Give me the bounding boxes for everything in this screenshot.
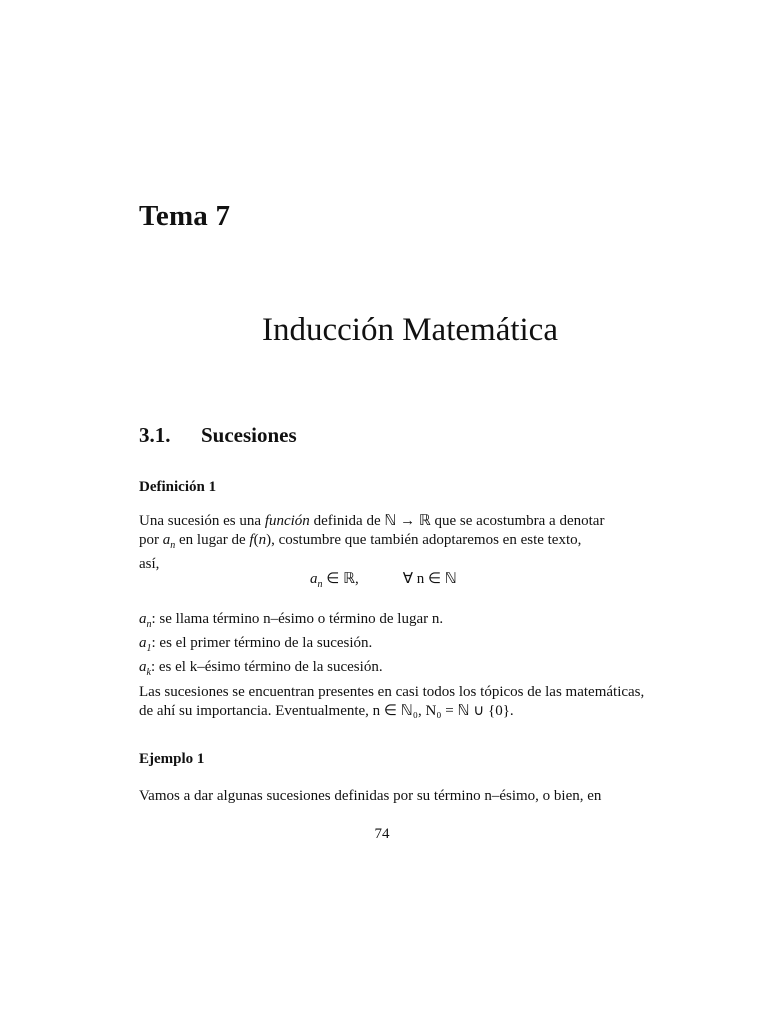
page-number: 74 bbox=[374, 826, 390, 842]
math-an: $a_n$ bbox=[162, 532, 176, 551]
emphasis-funcion: función bbox=[264, 513, 310, 529]
definition-heading: Definición 1 bbox=[139, 479, 217, 495]
text-run: definida de ℕ → ℝ que se acostumbra a denotar bbox=[309, 513, 605, 529]
section-number: 3.1. bbox=[139, 423, 171, 447]
importance-line-1: Las sucesiones se encuentran presentes en casi todos los tópicos de las matemáticas, bbox=[139, 684, 645, 700]
term-an: $a_n$: se llama término n–ésimo o término de lugar n. bbox=[139, 611, 444, 630]
math-an: $a_n$ bbox=[310, 571, 323, 590]
importance-line-2: de ahí su importancia. Eventualmente, n ∈ ℕ₀, N₀ = ℕ ∪ {0}. bbox=[139, 703, 514, 719]
display-right: ∀ n ∈ ℕ bbox=[402, 571, 457, 587]
math-fn: f bbox=[249, 532, 254, 548]
importance-paragraph bbox=[139, 683, 645, 721]
chapter-label: Tema 7 bbox=[139, 200, 231, 232]
section-heading bbox=[139, 423, 297, 448]
term-a1: $a_1$: es el primer término de la sucesión. bbox=[139, 635, 373, 654]
display-equation bbox=[310, 569, 457, 590]
term-ak: $a_k$: es el k–ésimo término de la sucesión. bbox=[139, 659, 383, 678]
definition-line-3: así, bbox=[139, 556, 160, 572]
text-run: por bbox=[139, 532, 163, 548]
example-heading: Ejemplo 1 bbox=[139, 751, 205, 767]
text-run: Una sucesión es una bbox=[139, 513, 265, 529]
example-line-1: Vamos a dar algunas sucesiones definidas por su término n–ésimo, o bien, en bbox=[139, 788, 602, 804]
chapter-title: Inducción Matemática bbox=[262, 312, 558, 348]
definition-paragraph bbox=[139, 512, 639, 574]
definition-line-2: por $a_n$ en lugar de f(n), costumbre que también adoptaremos en este texto, bbox=[139, 532, 582, 551]
example-paragraph bbox=[139, 787, 639, 806]
definition-line-1 bbox=[139, 512, 639, 531]
section-title: Sucesiones bbox=[201, 423, 297, 447]
display-left: ∈ ℝ, bbox=[326, 571, 359, 587]
terms-list bbox=[139, 610, 639, 682]
text-run: , costumbre que también adoptaremos en este texto, bbox=[271, 532, 582, 548]
text-run: en lugar de bbox=[175, 532, 250, 548]
